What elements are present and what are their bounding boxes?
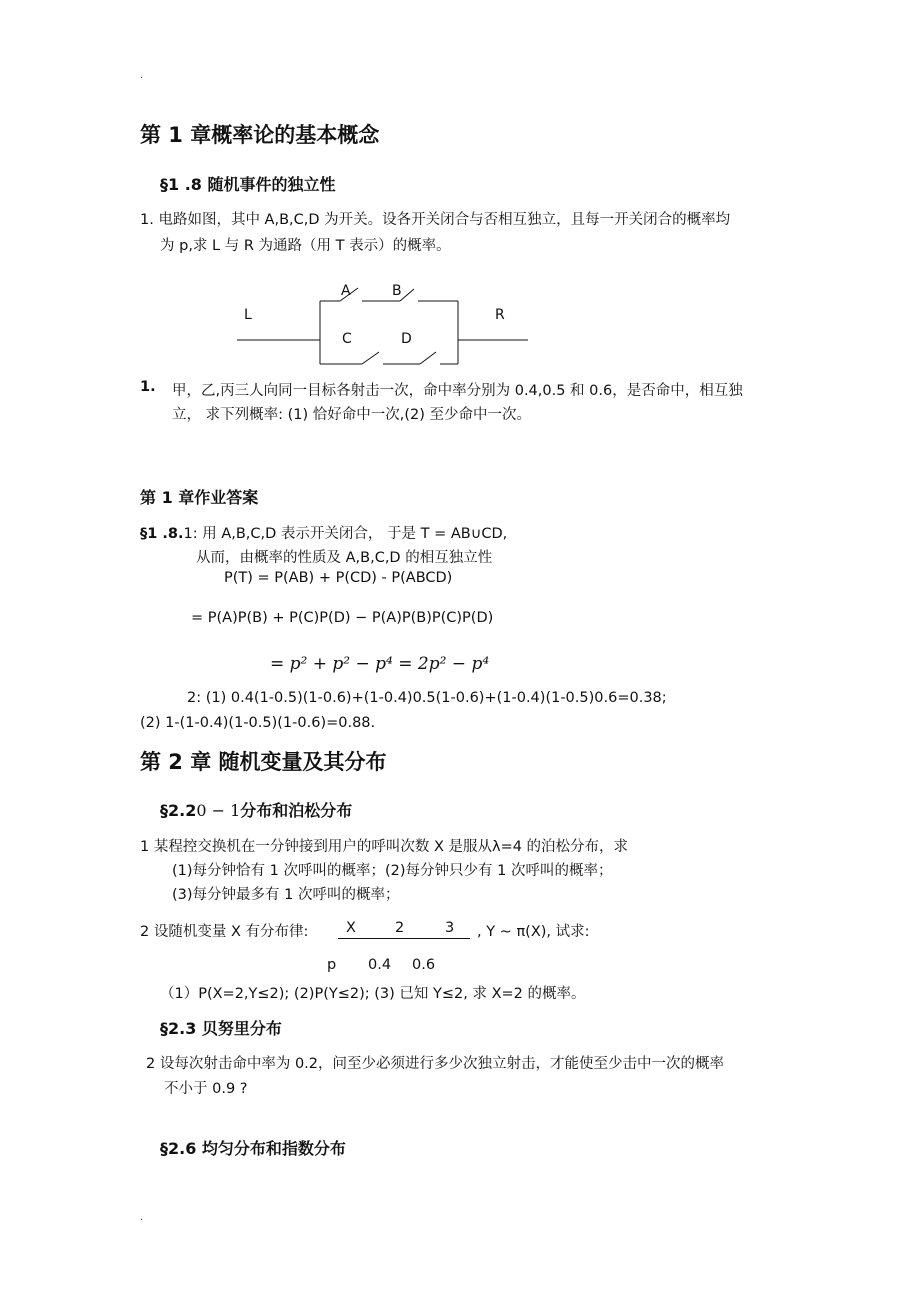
circuit-label-r: R — [495, 307, 505, 323]
distribution-table-header-row — [338, 920, 470, 939]
circuit-label-b: B — [392, 283, 402, 299]
answer1-line3: P(T) = P(AB) + P(CD) - P(ABCD) — [224, 570, 453, 586]
page-dot-bottom: . — [140, 1212, 144, 1223]
ch2-q1-line3: (3)每分钟最多有 1 次呼叫的概率； — [172, 887, 400, 903]
switch-d — [420, 352, 436, 364]
circuit-label-l: L — [244, 307, 252, 323]
ch2-q1-line1: 1 某程控交换机在一分钟接到用户的呼叫次数 X 是服从λ=4 的泊松分布，求 — [140, 839, 629, 855]
section-1-8-title: §1 .8 随机事件的独立性 — [160, 175, 336, 194]
answer2-line2: (2) 1-(1-0.4)(1-0.5)(1-0.6)=0.88. — [140, 715, 376, 731]
answer1-formula: = p² + p² − p⁴ = 2p² − p⁴ — [270, 654, 490, 674]
answer1-line2: 从而，由概率的性质及 A,B,C,D 的相互独立性 — [196, 550, 493, 566]
distribution-row-06: 0.6 — [412, 957, 436, 973]
ch1-q2-number: 1. — [140, 379, 156, 395]
ch1-q2-line1: 甲，乙,丙三人向同一目标各射击一次，命中率分别为 0.4,0.5 和 0.6，是否命中，相互独 — [172, 383, 743, 399]
ch2-q3-line1: 2 设每次射击命中率为 0.2，问至少必须进行多少次独立射击，才能使至少击中一次的概率 — [146, 1056, 724, 1072]
chapter1-title: 第 1 章概率论的基本概念 — [140, 123, 380, 147]
answer1-line1: §1 .8.1: 用 A,B,C,D 表示开关闭合， 于是 T = AB∪CD, — [140, 526, 508, 542]
distribution-header-2: 2 — [395, 920, 405, 936]
distribution-header-x: X — [346, 920, 356, 936]
switch-c — [362, 352, 379, 364]
distribution-row-04: 0.4 — [368, 957, 392, 973]
ch2-q3-line2: 不小于 0.9 ? — [164, 1081, 248, 1097]
page-dot-top: . — [140, 70, 144, 81]
section-2-2-math: 0 − 1 — [196, 801, 241, 820]
answer2-line1: 2: (1) 0.4(1-0.5)(1-0.6)+(1-0.4)0.5(1-0.6)+(1-0.4)(1-0.5)0.6=0.38; — [187, 690, 667, 706]
ch2-q2-prefix: 2 设随机变量 X 有分布律: — [140, 924, 309, 940]
section-2-6-title: §2.6 均匀分布和指数分布 — [160, 1139, 346, 1158]
answers-title: 第 1 章作业答案 — [140, 488, 259, 507]
circuit-label-d: D — [401, 331, 412, 347]
section-2-2-title: §2.20 − 1分布和泊松分布 — [160, 801, 353, 820]
distribution-row-p: p — [327, 957, 337, 973]
ch1-q1-line2: 为 p,求 L 与 R 为通路（用 T 表示）的概率。 — [160, 238, 451, 254]
distribution-header-3: 3 — [445, 920, 455, 936]
answer1-line4: = P(A)P(B) + P(C)P(D) − P(A)P(B)P(C)P(D) — [191, 610, 494, 626]
ch1-q2-line2: 立， 求下列概率: (1) 恰好命中一次,(2) 至少命中一次。 — [172, 407, 532, 423]
switch-b — [400, 289, 414, 301]
ch2-q1-line2: (1)每分钟恰有 1 次呼叫的概率；(2)每分钟只少有 1 次呼叫的概率； — [172, 863, 613, 879]
answer1-label: §1 .8. — [140, 526, 184, 542]
circuit-label-a: A — [341, 283, 351, 299]
circuit-label-c: C — [342, 331, 352, 347]
ch2-q2-suffix: , Y ~ π(X), 试求: — [477, 924, 590, 940]
chapter2-title: 第 2 章 随机变量及其分布 — [140, 750, 387, 774]
section-2-3-title: §2.3 贝努里分布 — [160, 1019, 282, 1038]
ch1-q1-line1: 1. 电路如图，其中 A,B,C,D 为开关。设各开关闭合与否相互独立，且每一开关闭合的概率均 — [140, 212, 731, 228]
ch2-q2-line3: （1）P(X=2,Y≤2); (2)P(Y≤2); (3) 已知 Y≤2, 求 X=2 的概率。 — [160, 986, 586, 1002]
circuit-diagram — [230, 278, 540, 373]
